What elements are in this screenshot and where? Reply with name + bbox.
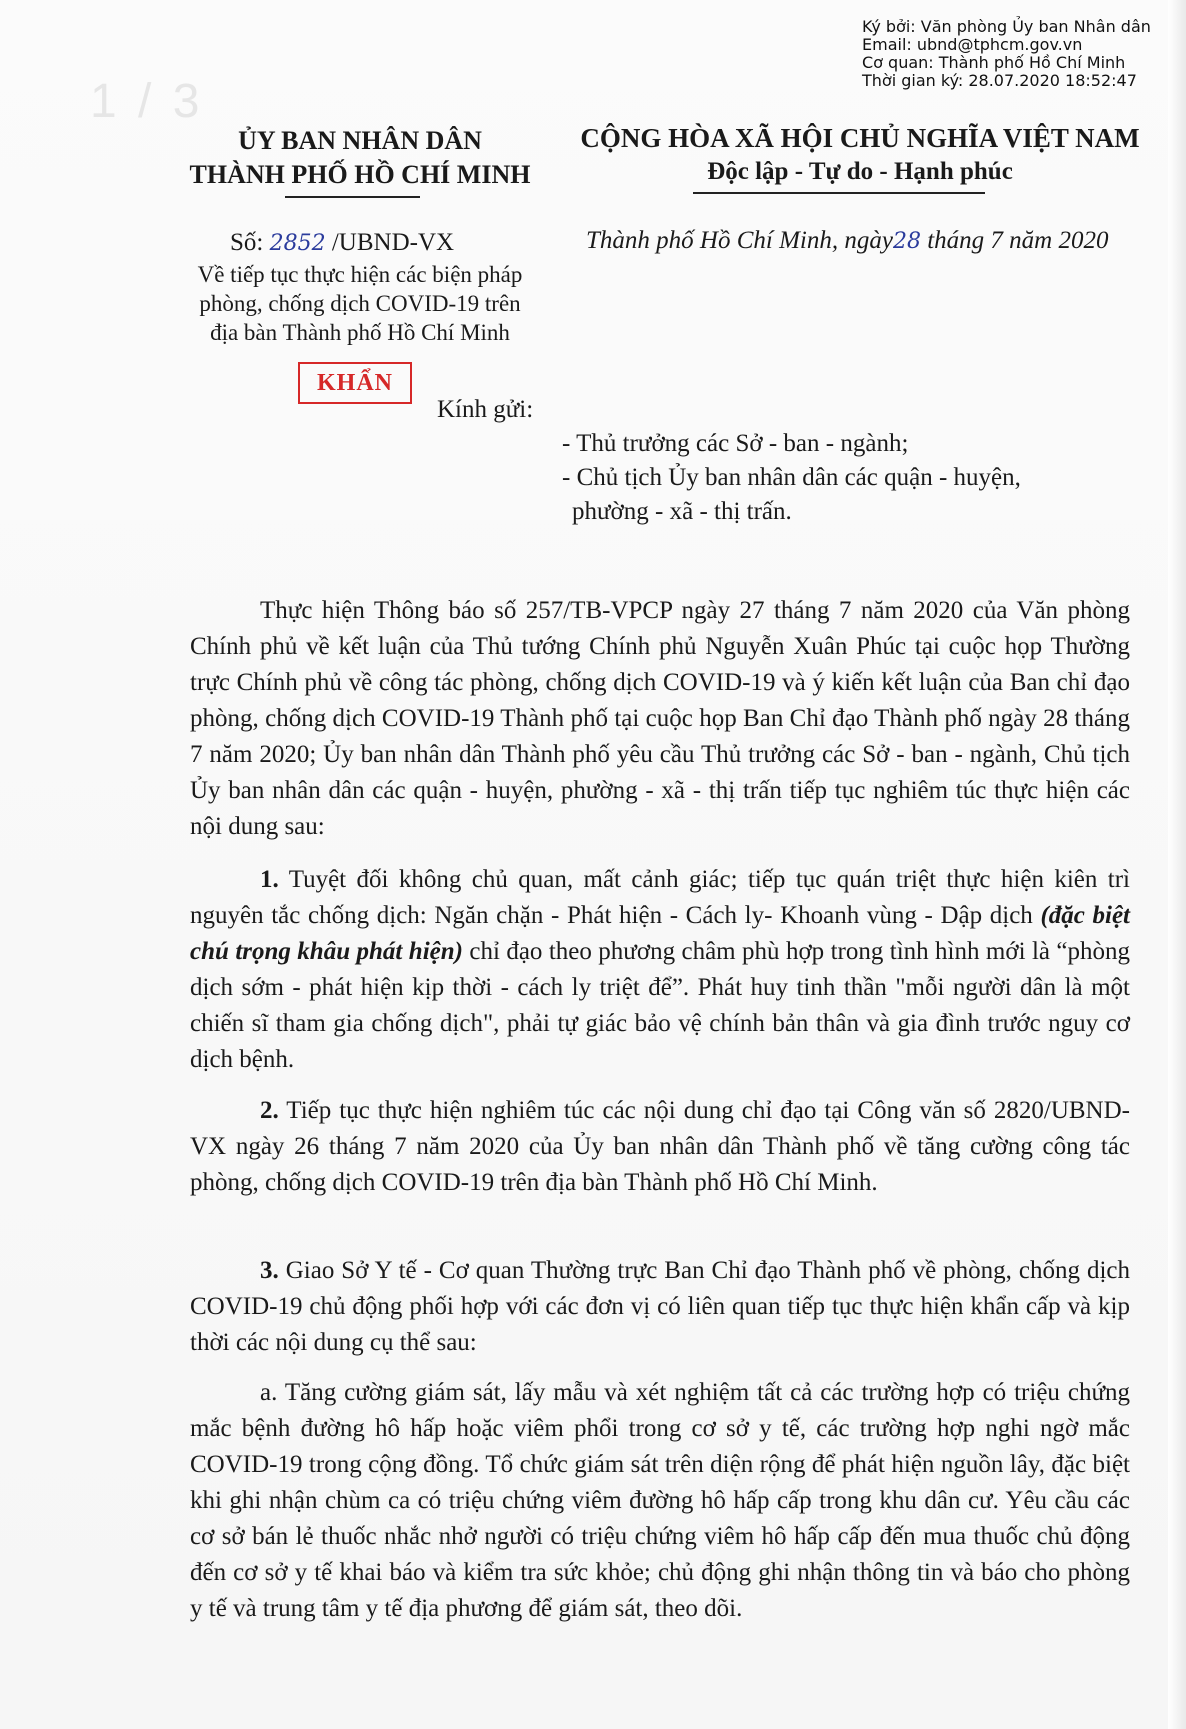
national-title xyxy=(570,121,1150,189)
authority-line-2: THÀNH PHỐ HỒ CHÍ MINH xyxy=(189,160,531,189)
document-number xyxy=(230,229,454,257)
national-title-line-1: CỘNG HÒA XÃ HỘI CHỦ NGHĨA VIỆT NAM xyxy=(580,123,1140,153)
motto-underline xyxy=(693,192,985,194)
national-motto: Độc lập - Tự do - Hạnh phúc xyxy=(707,158,1013,185)
subject-line-1: Về tiếp tục thực hiện các biện pháp xyxy=(197,262,523,287)
intro-paragraph xyxy=(190,593,1130,845)
signature-email: Email: ubnd@tphcm.gov.vn xyxy=(862,35,1083,54)
item-1-paragraph xyxy=(190,862,1130,1078)
item-1-emphasis: (đặc biệt chú trọng khâu phát hiện) xyxy=(190,902,1130,965)
date-day-handwritten: 28 xyxy=(892,229,921,254)
item-3-paragraph xyxy=(190,1253,1130,1361)
item-2-paragraph xyxy=(190,1093,1130,1201)
recipient-label: Kính gửi: xyxy=(437,396,534,423)
digital-signature-info xyxy=(862,18,1182,90)
issue-date xyxy=(586,227,1108,255)
subject-line-2: phòng, chống dịch COVID-19 trên xyxy=(199,291,521,316)
item-3-text: Giao Sở Y tế - Cơ quan Thường trực Ban Chỉ đạo Thành phố về phòng, chống dịch COVID-19 chủ động phối hợp với các đơn vị có liên quan tiếp tục thực hiện khẩn cấp và kịp thời các nội dung cụ thể sau: xyxy=(190,1257,1130,1356)
document-subject xyxy=(150,260,570,347)
item-3a-paragraph xyxy=(190,1375,1130,1627)
subject-line-3: địa bàn Thành phố Hồ Chí Minh xyxy=(210,320,510,345)
page-counter: 1 / 3 xyxy=(90,75,204,128)
recipient-2: - Chủ tịch Ủy ban nhân dân các quận - huyện, xyxy=(562,464,1021,491)
doc-number-suffix: /UBND-VX xyxy=(325,229,455,256)
date-suffix: tháng 7 năm 2020 xyxy=(920,227,1109,254)
item-3-number: 3. xyxy=(260,1257,279,1284)
item-1-number: 1. xyxy=(260,866,279,893)
date-prefix: Thành phố Hồ Chí Minh, ngày xyxy=(586,227,893,254)
signed-by: Ký bởi: Văn phòng Ủy ban Nhân dân xyxy=(862,17,1151,36)
item-1-text-a: Tuyệt đối không chủ quan, mất cảnh giác; tiếp tục quán triệt thực hiện kiên trì nguyên tắc chống dịch: Ngăn chặn - Phát hiện - Cách ly- Khoanh vùng - Dập dịch xyxy=(190,866,1130,929)
authority-line-1: ỦY BAN NHÂN DÂN xyxy=(238,126,482,155)
recipient-2-continued: phường - xã - thị trấn. xyxy=(572,498,792,525)
doc-number-prefix: Số: xyxy=(230,229,270,256)
recipient-1: - Thủ trưởng các Sở - ban - ngành; xyxy=(562,430,909,457)
item-2-text: Tiếp tục thực hiện nghiêm túc các nội dung chỉ đạo tại Công văn số 2820/UBND-VX ngày 26 tháng 7 năm 2020 của Ủy ban nhân dân Thành phố về tăng cường công tác phòng, chống dịch COVID-19 trên địa bàn Thành phố Hồ Chí Minh. xyxy=(190,1097,1130,1196)
urgent-stamp: KHẨN xyxy=(298,362,412,404)
signature-agency: Cơ quan: Thành phố Hồ Chí Minh xyxy=(862,53,1126,72)
page-edge-shadow xyxy=(1168,0,1186,1729)
item-3a-text: a. Tăng cường giám sát, lấy mẫu và xét nghiệm tất cả các trường hợp có triệu chứng mắc bệnh đường hô hấp hoặc viêm phổi trong cơ sở y tế, các trường hợp nghi ngờ mắc COVID-19 trong cộng đồng. Tổ chức giám sát trên diện rộng để phát hiện nguồn lây, đặc biệt khi ghi nhận chùm ca có triệu chứng viêm đường hô hấp cấp trong khu dân cư. Yêu cầu các cơ sở bán lẻ thuốc nhắc nhở người có triệu chứng viêm hô hấp cấp đến mua thuốc chủ động đến cơ sở y tế khai báo và kiểm tra sức khỏe; chủ động ghi nhận thông tin và báo cho phòng y tế và trung tâm y tế địa phương để giám sát, theo dõi. xyxy=(190,1379,1130,1622)
doc-number-handwritten: 2852 xyxy=(269,231,326,256)
item-2-number: 2. xyxy=(260,1097,279,1124)
signature-time: Thời gian ký: 28.07.2020 18:52:47 xyxy=(862,71,1137,90)
item-1-text-b: chỉ đạo theo phương châm phù hợp trong tình hình mới là “phòng dịch sớm - phát hiện kịp thời - cách ly triệt để”. Phát huy tinh thần "mỗi người dân là một chiến sĩ tham gia chống dịch", phải tự giác bảo vệ chính bản thân và gia đình trước nguy cơ dịch bệnh. xyxy=(190,938,1130,1073)
authority-underline xyxy=(285,196,420,198)
intro-text: Thực hiện Thông báo số 257/TB-VPCP ngày 27 tháng 7 năm 2020 của Văn phòng Chính phủ về kết luận của Thủ tướng Chính phủ Nguyễn Xuân Phúc tại cuộc họp Thường trực Chính phủ về công tác phòng, chống dịch COVID-19 và ý kiến kết luận của Ban chỉ đạo phòng, chống dịch COVID-19 Thành phố tại cuộc họp Ban Chỉ đạo Thành phố ngày 28 tháng 7 năm 2020; Ủy ban nhân dân Thành phố yêu cầu Thủ trưởng các Sở - ban - ngành, Chủ tịch Ủy ban nhân dân các quận - huyện, phường - xã - thị trấn tiếp tục nghiêm túc thực hiện các nội dung sau: xyxy=(190,597,1130,840)
issuing-authority xyxy=(150,124,570,192)
